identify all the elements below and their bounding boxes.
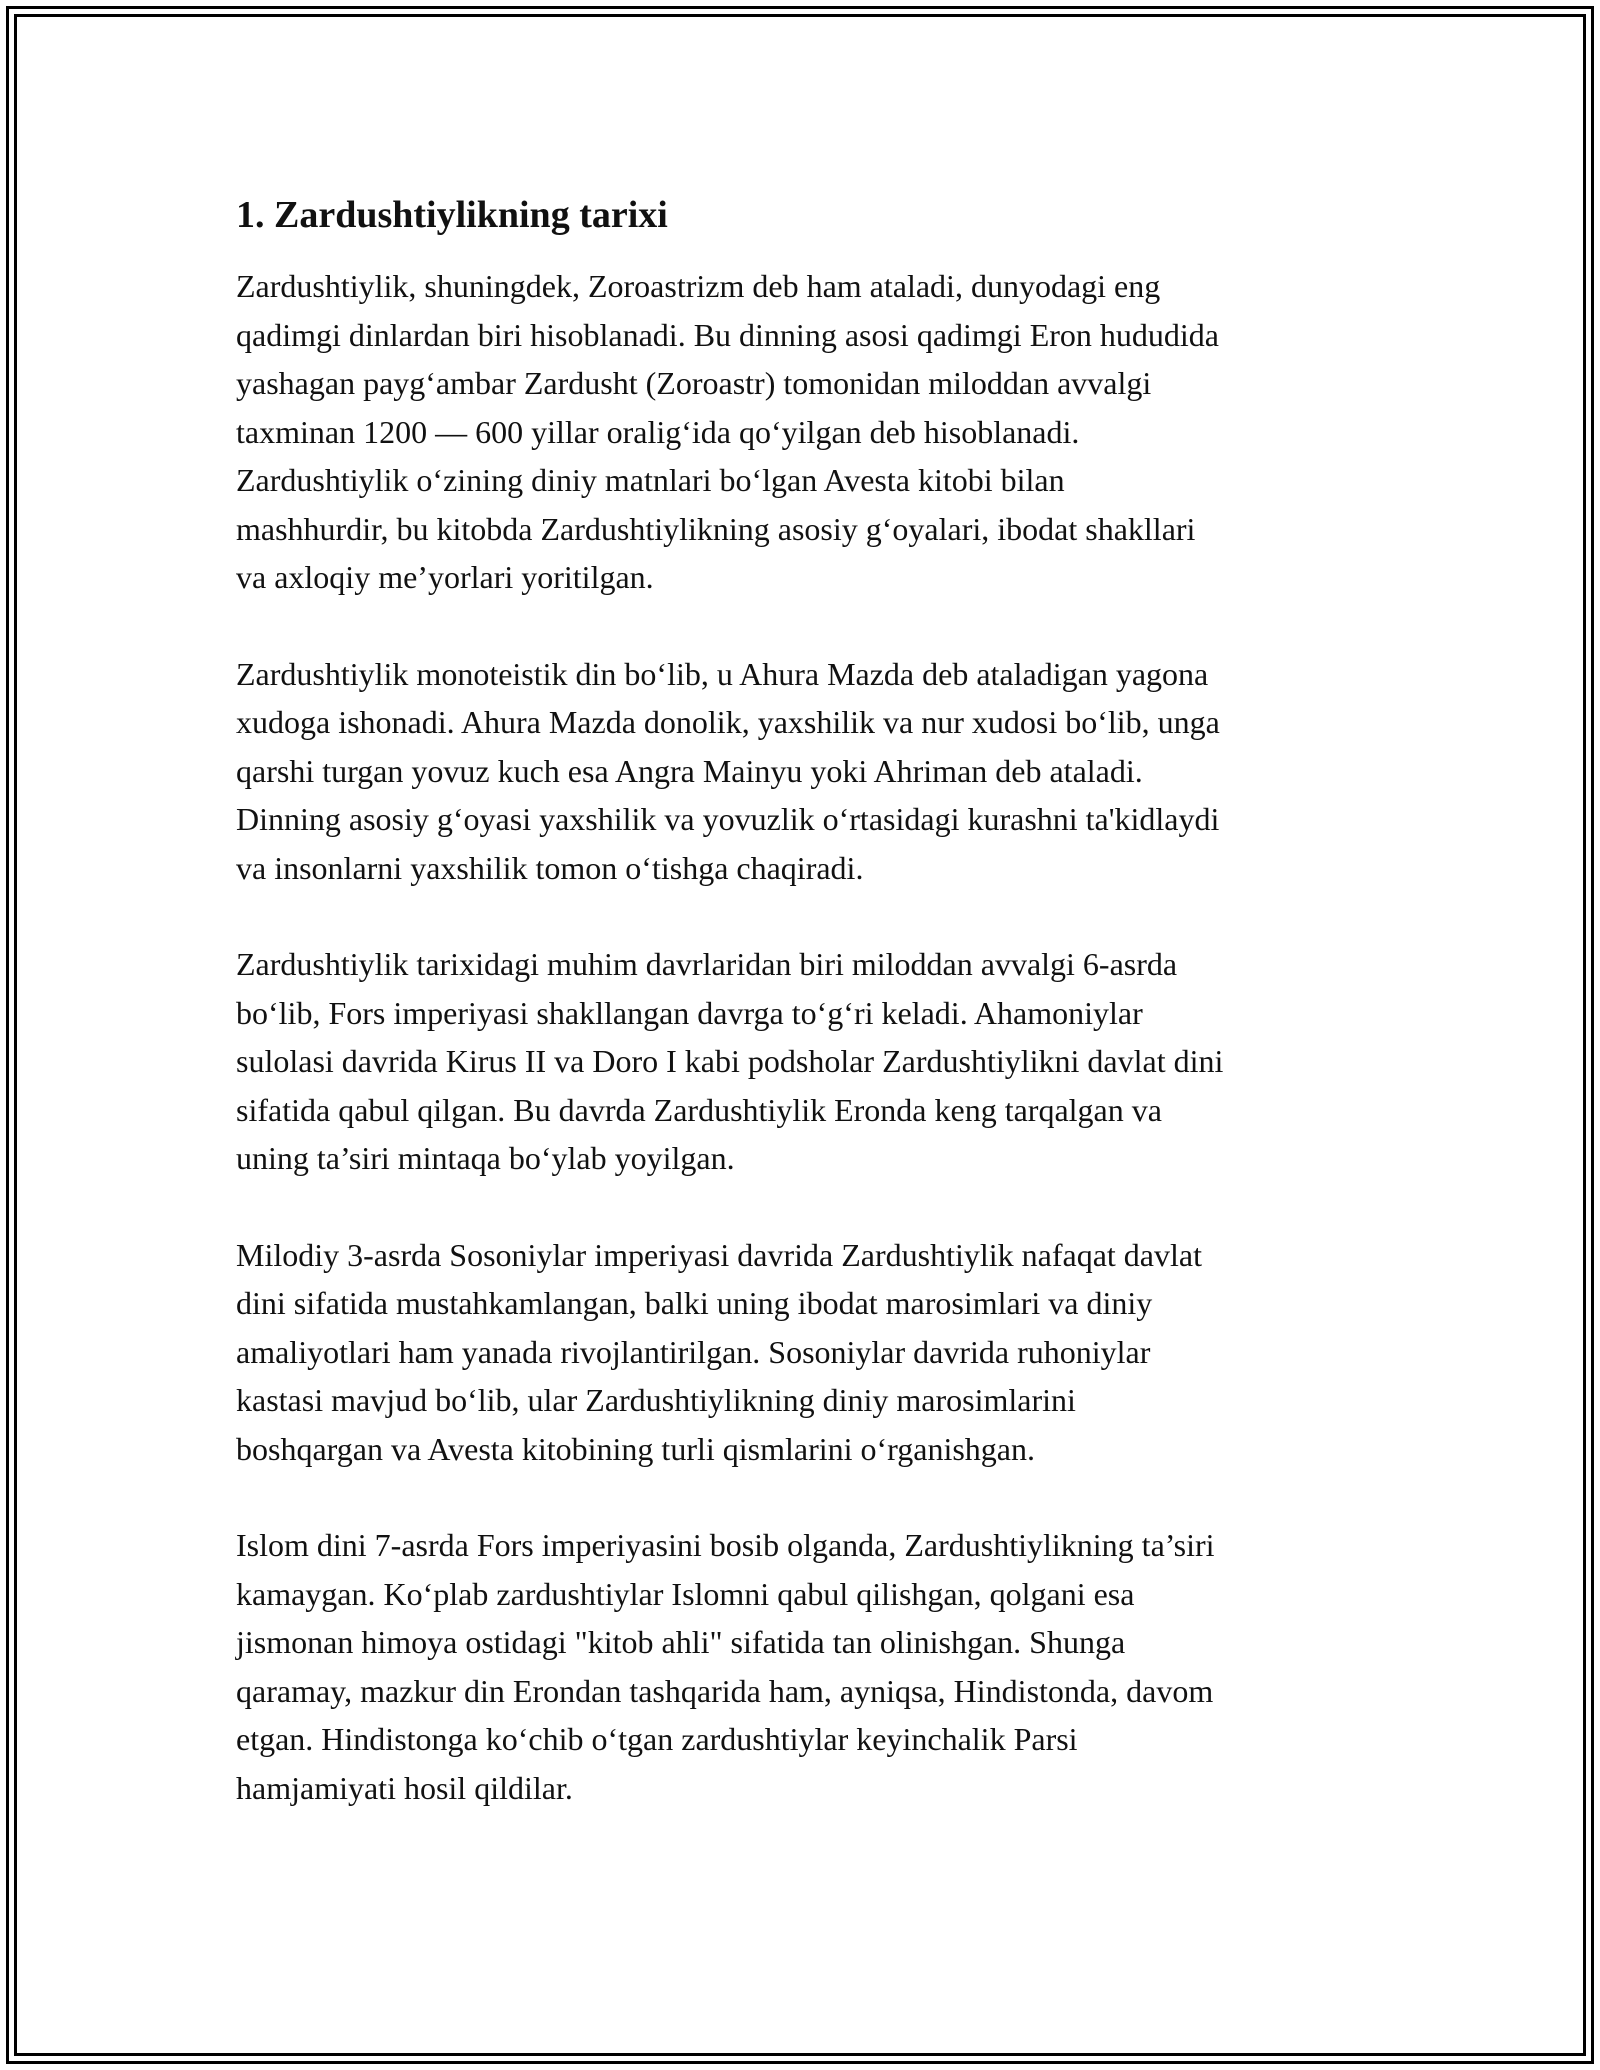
section-heading: 1. Zardushtiylikning tarixi xyxy=(236,194,668,236)
paragraph-5: Islom dini 7-asrda Fors imperiyasini bosib olganda, Zardushtiylikning ta’siri kamaygan. Ko‘plab zardushtiylar Islomni qabul qilishgan, qolgani esa jismonan himoya ostidagi "kitob ahli" sifatida tan olinishgan. Shunga qaramay, mazkur din Erondan tashqarida ham, ayniqsa, Hindistonda, davom etgan. Hindistonga ko‘chib o‘tgan zardushtiylar keyinchalik Parsi hamjamiyati hosil qildilar. xyxy=(236,1527,1215,1806)
paragraph-1: Zardushtiylik, shuningdek, Zoroastrizm deb ham ataladi, dunyodagi eng qadimgi dinlardan biri hisoblanadi. Bu dinning asosi qadimgi Eron hududida yashagan payg‘ambar Zardusht (Zoroastr) tomonidan miloddan avvalgi taxminan 1200 — 600 yillar oralig‘ida qo‘yilgan deb hisoblanadi. Zardushtiylik o‘zining diniy matnlari bo‘lgan Avesta kitobi bilan mashhurdir, bu kitobda Zardushtiylikning asosiy g‘oyalari, ibodat shakllari va axloqiy me’yorlari yoritilgan. xyxy=(236,268,1219,595)
paragraph-2: Zardushtiylik monoteistik din bo‘lib, u Ahura Mazda deb ataladigan yagona xudoga ishonadi. Ahura Mazda donolik, yaxshilik va nur xudosi bo‘lib, unga qarshi turgan yovuz kuch esa Angra Mainyu yoki Ahriman deb ataladi. Dinning asosiy g‘oyasi yaxshilik va yovuzlik o‘rtasidagi kurashni ta'kidlaydi va insonlarni yaxshilik tomon o‘tishga chaqiradi. xyxy=(236,655,1220,886)
paragraph-4: Milodiy 3-asrda Sosoniylar imperiyasi davrida Zardushtiylik nafaqat davlat dini sifatida mustahkamlangan, balki uning ibodat marosimlari va diniy amaliyotlari ham yanada rivojlantirilgan. Sosoniylar davrida ruhoniylar kastasi mavjud bo‘lib, ular Zardushtiylikning diniy marosimlarini boshqargan va Avesta kitobining turli qismlarini o‘rganishgan. xyxy=(236,1236,1202,1467)
paragraph-3: Zardushtiylik tarixidagi muhim davrlaridan biri miloddan avvalgi 6-asrda bo‘lib, Fors imperiyasi shakllangan davrga to‘g‘ri keladi. Ahamoniylar sulolasi davrida Kirus II va Doro I kabi podsholar Zardushtiylikni davlat dini sifatida qabul qilgan. Bu davrda Zardushtiylik Eronda keng tarqalgan va uning ta’siri mintaqa bo‘ylab yoyilgan. xyxy=(236,946,1224,1176)
document-body xyxy=(236,190,1376,1860)
